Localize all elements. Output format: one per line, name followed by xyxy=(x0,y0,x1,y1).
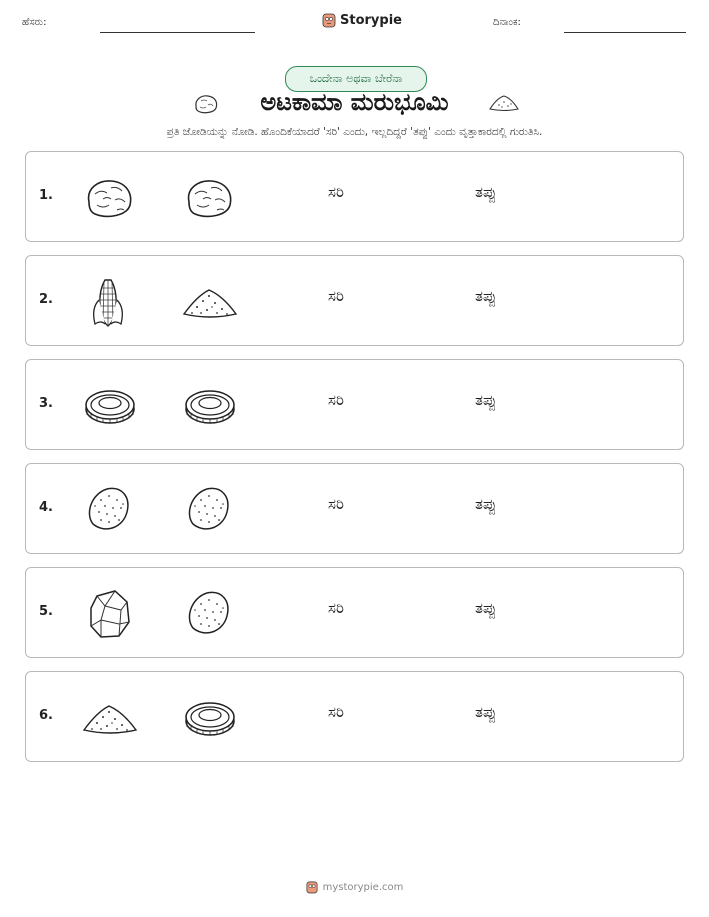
worksheet-header xyxy=(0,0,709,50)
option-incorrect[interactable]: ತಪ್ಪು xyxy=(475,287,497,305)
sand-pile-icon xyxy=(489,94,519,112)
question-number: 6. xyxy=(39,708,53,723)
option-correct[interactable]: ಸರಿ xyxy=(328,391,344,409)
question-card xyxy=(25,463,684,554)
coin-icon xyxy=(181,380,239,432)
name-field[interactable] xyxy=(100,32,255,33)
rock-icon xyxy=(181,172,239,224)
potato-icon xyxy=(181,588,239,640)
option-incorrect[interactable]: ತಪ್ಪು xyxy=(475,183,497,201)
question-number: 4. xyxy=(39,500,53,515)
name-label: ಹೆಸರು: xyxy=(22,17,47,28)
option-correct[interactable]: ಸರಿ xyxy=(328,703,344,721)
coin-icon xyxy=(181,692,239,744)
footer xyxy=(0,880,709,894)
question-card xyxy=(25,671,684,762)
corn-icon xyxy=(81,276,139,328)
option-incorrect[interactable]: ತಪ್ಪು xyxy=(475,391,497,409)
question-card xyxy=(25,151,684,242)
question-card xyxy=(25,359,684,450)
option-correct[interactable]: ಸರಿ xyxy=(328,599,344,617)
question-card xyxy=(25,255,684,346)
instructions: ಪ್ರತಿ ಜೋಡಿಯನ್ನು ನೋಡಿ. ಹೊಂದಿಕೆಯಾದರೆ 'ಸರಿ' ಎಂದು, ಇಲ್ಲದಿದ್ದರೆ 'ತಪ್ಪು' ಎಂದು ವೃತ್ತಾಕಾರದಲ್ಲಿ ಗುರುತಿಸಿ. xyxy=(166,126,543,138)
potato-icon xyxy=(181,484,239,536)
option-correct[interactable]: ಸರಿ xyxy=(328,495,344,513)
coin-icon xyxy=(81,380,139,432)
sand-pile-icon xyxy=(181,276,239,328)
question-card xyxy=(25,567,684,658)
rock-icon xyxy=(81,172,139,224)
crystal-rock-icon xyxy=(81,588,139,640)
sand-pile-icon xyxy=(81,692,139,744)
question-number: 2. xyxy=(39,292,53,307)
option-incorrect[interactable]: ತಪ್ಪು xyxy=(475,599,497,617)
potato-icon xyxy=(81,484,139,536)
footer-url: mystorypie.com xyxy=(322,881,404,893)
question-number: 5. xyxy=(39,604,53,619)
storypie-mascot-icon xyxy=(322,12,336,28)
brand-name: Storypie xyxy=(340,12,402,28)
activity-type-badge: ಒಂದೇನಾ ಅಥವಾ ಬೇರೆನಾ xyxy=(285,66,427,92)
date-field[interactable] xyxy=(564,32,686,33)
question-number: 3. xyxy=(39,396,53,411)
question-number: 1. xyxy=(39,188,53,203)
option-incorrect[interactable]: ತಪ್ಪು xyxy=(475,495,497,513)
date-label: ದಿನಾಂಕ: xyxy=(493,17,521,28)
storypie-mascot-icon xyxy=(306,880,318,894)
option-correct[interactable]: ಸರಿ xyxy=(328,287,344,305)
option-correct[interactable]: ಸರಿ xyxy=(328,183,344,201)
brand-logo xyxy=(322,12,402,28)
page-title: ಅಟಕಾಮಾ ಮರುಭೂಮಿ xyxy=(260,88,449,116)
option-incorrect[interactable]: ತಪ್ಪು xyxy=(475,703,497,721)
